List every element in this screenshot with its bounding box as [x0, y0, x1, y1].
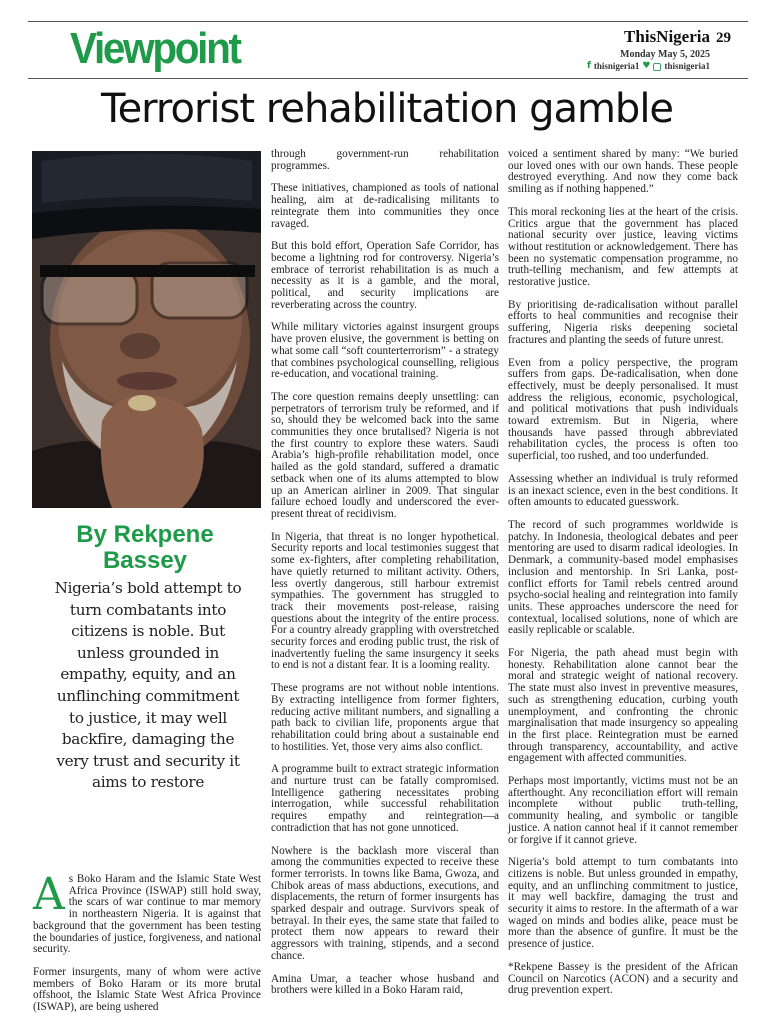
byline-line-1: By Rekpene: [76, 521, 214, 548]
paragraph: Amina Umar, a teacher whose husband and brothers were killed in a Boko Haram raid,: [271, 972, 499, 997]
author-bio-note: *Rekpene Bassey is the president of the African Council on Narcotics (ACON) and a security and drug prevention expert.: [508, 960, 738, 997]
paragraph: The record of such programmes worldwide is patchy. In Indonesia, theological debates and peer mentoring are used to disarm radical ideologies. In Denmark, a community-based model emphasises inclusion and mentorship. In Sri Lanka, post-conflict efforts for Tamil rebels centred around psycho-social healing and reintegration into family units. These approaches underscore the need for contextual, localised solutions, none of which are easily replicable or scalable.: [508, 518, 738, 637]
instagram-handle: thisnigeria1: [664, 61, 710, 71]
paragraph: Assessing whether an individual is truly reformed is an inexact science, even in the best conditions. It often amounts to educated guesswork.: [508, 472, 738, 509]
author-portrait-illustration: [32, 151, 261, 508]
masthead-top-rule: [28, 21, 748, 22]
paragraph: But this bold effort, Operation Safe Corridor, has become a lightning rod for controversy. Nigeria’s embrace of terrorist rehabilitation is as much a necessity as it is a gamble, and the moral, political, and security implications are reverberating across the country.: [271, 240, 499, 311]
paragraph: These initiatives, championed as tools of national healing, aim at de-radicalising militants to reintegrate them into communities they once ravaged.: [271, 182, 499, 230]
publication-info: [587, 28, 710, 72]
pull-quote: Nigeria’s bold attempt to turn combatants into citizens is noble. But unless grounded in empathy, equity, and an unflinching commitment to justice, it may well backfire, damaging the very trust and security it aims to restore: [54, 579, 242, 792]
section-title: Viewpoint: [70, 24, 240, 73]
byline-line-2: Bassey: [102, 547, 188, 574]
article-column-1: [33, 869, 261, 1025]
paragraph: These programs are not without noble intentions. By extracting intelligence from former fighters, reducing active militant numbers, and signalling a path back to civilian life, proponents argue that rehabilitation could bring about a sustainable end to hostilities. Yet, those very aims also conflict.: [271, 682, 499, 753]
drop-cap: A: [33, 869, 65, 920]
article-column-2: [271, 149, 499, 1008]
paragraph: As Boko Haram and the Islamic State West Africa Province (ISWAP) still hold sway, the scars of war continue to mar memory in northeastern Nigeria. It is against that background that the government has been testing the boundaries of justice, forgiveness, and national security.: [33, 869, 261, 956]
facebook-handle: thisnigeria1: [593, 61, 640, 71]
paragraph: A programme built to extract strategic information and nurture trust can be fatally compromised. Intelligence gathering necessitates probing interrogation, while successful rehabilitation requires empathy and reintegration—a contradiction that has not gone unnoticed.: [271, 763, 499, 834]
page-number: 29: [716, 30, 731, 46]
paragraph: Former insurgents, many of whom were active members of Boko Haram or its more brutal offshoot, the Islamic State West Africa Province (ISWAP), are being ushered: [33, 965, 261, 1014]
paragraph: The core question remains deeply unsettling: can perpetrators of terrorism truly be reformed, and if so, should they be welcomed back into the same communities they once brutalised? Nigeria is not the first country to explore these waters. Saudi Arabia’s high-profile rehabilitation model, once hailed as the gold standard, suffered a dramatic setback when one of its alums attempted to blow up an American airliner in 2009. That singular failure echoed loudly and underscored the ever-present threat of recidivism.: [271, 390, 499, 520]
paragraph: By prioritising de-radicalisation without parallel efforts to heal communities and recognise their suffering, Nigeria risks deepening societal fractures and planting the seeds of future unrest.: [508, 298, 738, 346]
publication-name: ThisNigeria: [624, 27, 710, 46]
publication-date: Monday May 5, 2025: [620, 49, 710, 60]
social-handles: [587, 61, 710, 72]
article-headline: Terrorist rehabilitation gamble: [100, 86, 674, 132]
author-photo: [32, 151, 261, 508]
paragraph: In Nigeria, that threat is no longer hypothetical. Security reports and local testimonies suggest that some ex-fighters, after completing rehabilitation, have quietly returned to militant activity. Others, less overtly dangerous, still harbour extremist sympathies. The government has struggled to track their movements post-release, raising questions about the integrity of the entire process. For a country already grappling with overstretched security forces and eroding public trust, the risk of inadvertently fueling the same insurgency it seeks to end is not a distant fear. It is a looming reality.: [271, 530, 499, 672]
paragraph: While military victories against insurgent groups have proven elusive, the government is betting on what some call “soft counterterrorism” - a strategy that combines psychological counselling, religious re-education, and vocational training.: [271, 321, 499, 381]
paragraph: For Nigeria, the path ahead must begin with honesty. Rehabilitation alone cannot bear the moral and strategic weight of national recovery. The state must also invest in preventive measures, such as strengthening education, curbing youth unemployment, and confronting the chronic marginalisation that made insurgency so appealing in the first place. Reintegration must be earned through transparency, accountability, and active engagement with affected communities.: [508, 647, 738, 765]
paragraph: Nigeria’s bold attempt to turn combatants into citizens is noble. But unless grounded in empathy, equity, and an unflinching commitment to justice, it may well backfire, damaging the trust and security it aims to restore. In the aftermath of a war waged on minds and bodies alike, peace must be more than the absence of gunfire. It must be the presence of justice.: [508, 856, 738, 951]
paragraph: Perhaps most importantly, victims must not be an afterthought. Any reconciliation effort will remain incomplete without public truth-telling, community healing, and symbolic or tangible justice. A nation cannot heal if it cannot remember or forgive if it cannot grieve.: [508, 775, 738, 846]
article-column-3: [508, 149, 738, 1008]
instagram-icon: [653, 63, 661, 71]
author-byline: [30, 522, 260, 574]
paragraph: Even from a policy perspective, the program suffers from gaps. De-radicalisation, when done effectively, must be deeply personalised. It must address the religious, economic, psychological, and political motivations that push individuals toward extremism. But in Nigeria, where thousands have passed through abbreviated rehabilitation cycles, the process is often too superficial, too rushed, and too underfunded.: [508, 356, 738, 463]
paragraph: This moral reckoning lies at the heart of the crisis. Critics argue that the government has placed national security over justice, leaving victims without restitution or acknowledgement. There has been no systematic compensation programme, no truth-telling mechanism, and few attempts at restorative justice.: [508, 205, 738, 289]
facebook-icon: f: [586, 61, 591, 71]
paragraph: voiced a sentiment shared by many: “We buried our loved ones with our own hands. These people destroyed everything. And now they come back smiling as if nothing happened.”: [508, 148, 738, 196]
paragraph: Nowhere is the backlash more visceral than among the communities expected to receive these former terrorists. In towns like Bama, Gwoza, and Chibok areas of mass abductions, executions, and displacements, the return of former insurgents has sparked despair and outrage. Survivors speak of betrayal. In their eyes, the same state that failed to protect them now appears to reward their aggressors with training, stipends, and a second chance.: [271, 844, 499, 962]
paragraph: through government-run rehabilitation programmes.: [271, 148, 499, 172]
masthead-bottom-rule: [28, 78, 748, 79]
twitter-icon: ♥: [642, 61, 651, 71]
